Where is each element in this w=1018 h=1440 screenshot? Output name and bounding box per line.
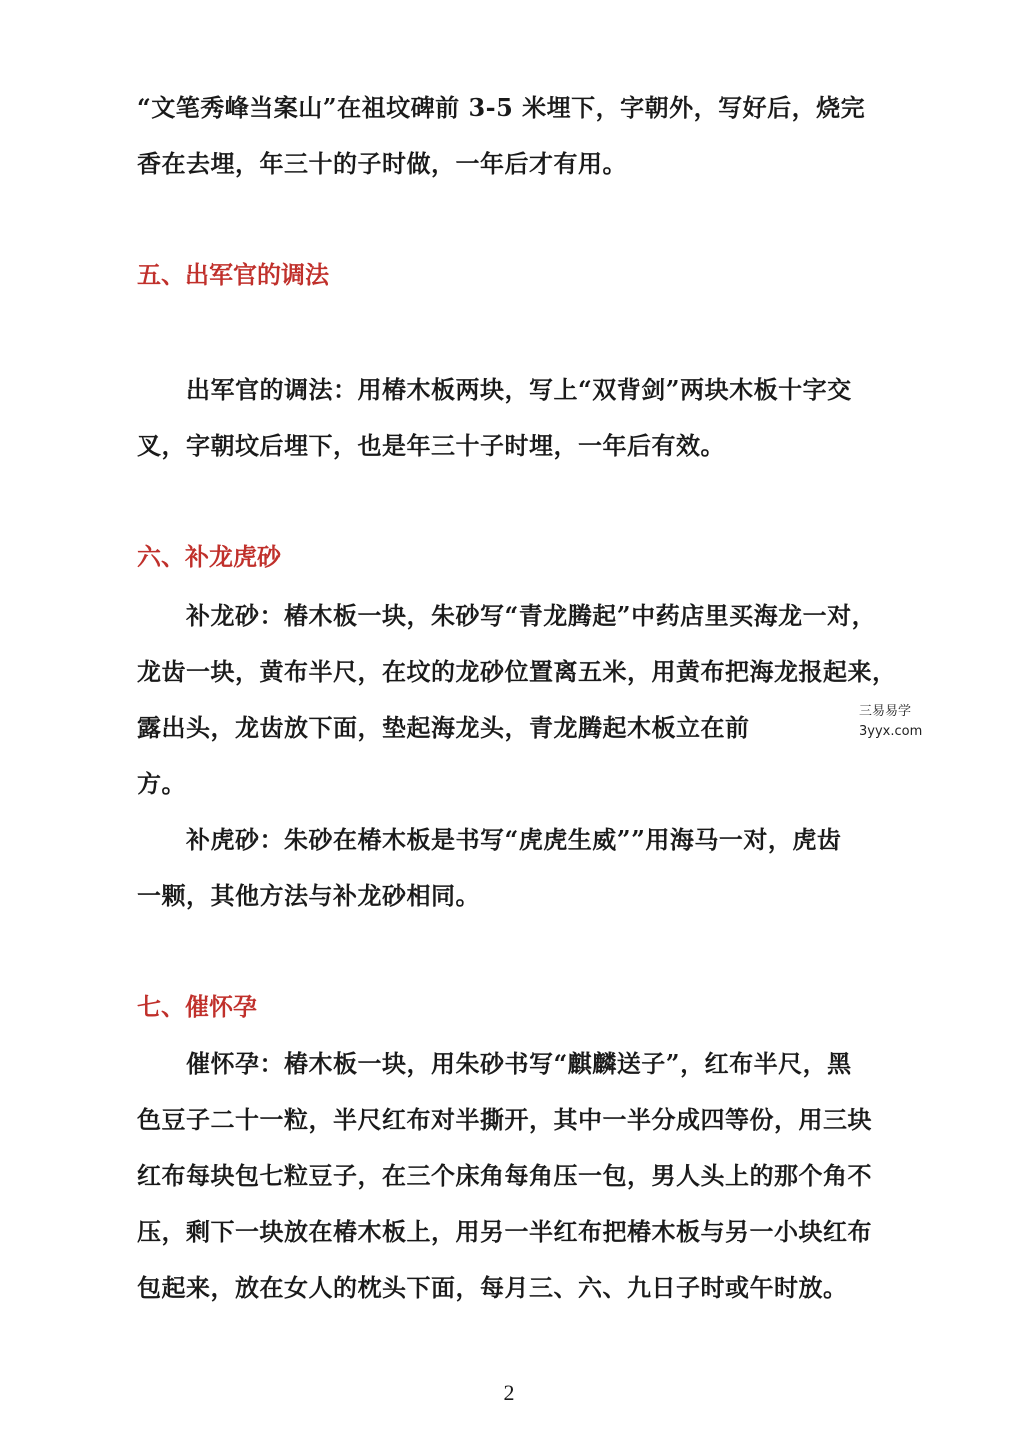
- section-6-p2-line-1: 补虎砂：朱砂在椿木板是书写“虎虎生威””用海马一对，虎齿: [137, 825, 842, 854]
- section-7-line-5: 包起来，放在女人的枕头下面，每月三、六、九日子时或午时放。: [137, 1273, 848, 1302]
- section-7-heading: 七、催怀孕: [137, 992, 257, 1021]
- section-5-line-2: 叉，字朝坟后埋下，也是年三十子时埋，一年后有效。: [137, 431, 725, 460]
- section-5-heading: 五、出军官的调法: [137, 260, 329, 289]
- section-6-p2-line-2: 一颗，其他方法与补龙砂相同。: [137, 881, 480, 910]
- section-6-p1-line-4: 方。: [137, 769, 186, 798]
- page-number: 2: [503, 1380, 515, 1405]
- section-7-paragraph: [137, 1036, 887, 1316]
- section-5-paragraph: [137, 362, 887, 474]
- section-6-p1-line-1: 补龙砂：椿木板一块，朱砂写“青龙腾起”中药店里买海龙一对，: [137, 601, 877, 630]
- section-6-p1-line-2: 龙齿一块，黄布半尺，在坟的龙砂位置离五米，用黄布把海龙报起来，: [137, 657, 897, 686]
- section-7-line-4: 压，剩下一块放在椿木板上，用另一半红布把椿木板与另一小块红布: [137, 1217, 872, 1246]
- site-watermark: [855, 700, 943, 744]
- watermark-mask: [760, 712, 852, 750]
- section-7-line-1: 催怀孕：椿木板一块，用朱砂书写“麒麟送子”，红布半尺，黑: [137, 1049, 852, 1078]
- watermark-line-2: 3yyx.com: [859, 724, 923, 739]
- intro-line-1: “文笔秀峰当案山”在祖坟碑前 3-5 米埋下，字朝外，写好后，烧完: [137, 93, 866, 122]
- intro-paragraph: [137, 80, 887, 192]
- section-7-line-2: 色豆子二十一粒，半尺红布对半撕开，其中一半分成四等份，用三块: [137, 1105, 872, 1134]
- section-6-p1-line-3: 露出头，龙齿放下面，垫起海龙头，青龙腾起木板立在前: [137, 713, 750, 742]
- intro-line-2: 香在去埋，年三十的子时做，一年后才有用。: [137, 149, 627, 178]
- section-6-heading: 六、补龙虎砂: [137, 542, 281, 571]
- watermark-line-1: 三易易学: [859, 704, 912, 719]
- section-5-line-1: 出军官的调法：用椿木板两块，写上“双背剑”两块木板十字交: [137, 375, 852, 404]
- section-7-line-3: 红布每块包七粒豆子，在三个床角每角压一包，男人头上的那个角不: [137, 1161, 872, 1190]
- section-6-paragraph-2: [137, 812, 887, 924]
